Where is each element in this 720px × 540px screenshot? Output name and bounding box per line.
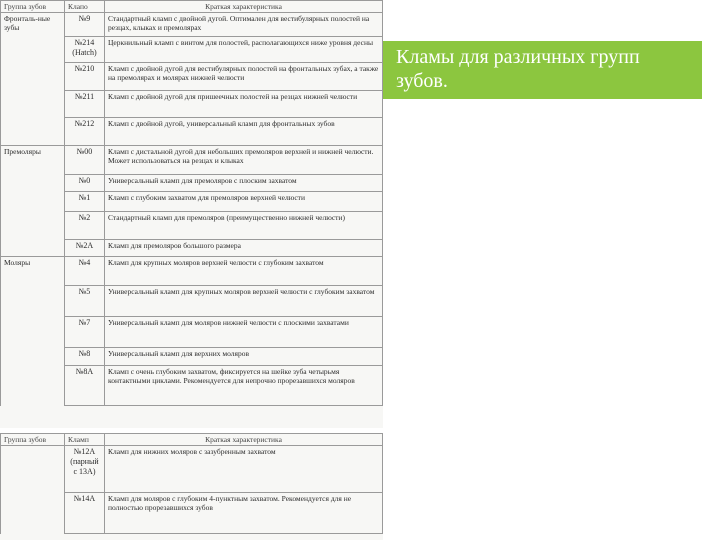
row-group-cell (1, 175, 65, 192)
row-group-cell (1, 348, 65, 366)
slide-title-box (383, 41, 702, 99)
header-group: Группа зубов (1, 434, 65, 446)
row-clamp-number: №8 (65, 348, 105, 366)
table-row (1, 366, 383, 406)
table-row (1, 317, 383, 348)
row-clamp-number: №212 (65, 118, 105, 146)
table-row (1, 212, 383, 240)
table-row (1, 493, 383, 534)
row-clamp-number: №214 (Hatch) (65, 37, 105, 63)
table-row (1, 13, 383, 37)
row-group-cell (1, 118, 65, 146)
header-group: Группа зубов (1, 1, 65, 13)
row-clamp-number: №5 (65, 286, 105, 317)
table-row (1, 146, 383, 175)
row-description: Стандартный кламп для премоляров (преимущественно нижней челюсти) (105, 212, 383, 240)
row-group-cell: Премоляры (1, 146, 65, 175)
row-description: Кламп с двойной дугой, универсальный кламп для фронтальных зубов (105, 118, 383, 146)
row-description: Кламп для крупных моляров верхней челюсти с глубоким захватом (105, 257, 383, 286)
row-clamp-number: №4 (65, 257, 105, 286)
header-clamp: Клапо (65, 1, 105, 13)
row-description: Универсальный кламп для моляров нижней челюсти с плоскими захватами (105, 317, 383, 348)
row-description: Кламп с глубоким захватом для премоляров верхней челюсти (105, 192, 383, 212)
row-group-cell (1, 366, 65, 406)
clamp-table-scan-top (0, 0, 383, 428)
row-clamp-number: №2А (65, 240, 105, 257)
table-row (1, 91, 383, 118)
row-clamp-number: №7 (65, 317, 105, 348)
row-group-cell (1, 212, 65, 240)
table-row (1, 175, 383, 192)
row-group-cell: Моляры (1, 257, 65, 286)
table-header-row (1, 1, 383, 13)
row-group-cell (1, 192, 65, 212)
row-description: Кламп для премоляров большого размера (105, 240, 383, 257)
table-row (1, 118, 383, 146)
table-row (1, 63, 383, 91)
table-header-row (1, 434, 383, 446)
header-description: Краткая характеристика (105, 1, 383, 13)
row-clamp-number: №00 (65, 146, 105, 175)
table-row (1, 348, 383, 366)
row-clamp-number: №9 (65, 13, 105, 37)
table-row (1, 192, 383, 212)
row-group-cell (1, 317, 65, 348)
row-description: Кламп с двойной дугой для пришеечных полостей на резцах нижней челюсти (105, 91, 383, 118)
row-description: Церкнильный кламп с винтом для полостей, располагающихся ниже уровня десны (105, 37, 383, 63)
clamp-table-top-body (1, 13, 383, 406)
table-row (1, 37, 383, 63)
row-description: Кламп для нижних моляров с зазубренным захватом (105, 446, 383, 493)
row-group-cell: Фронталь-ные зубы (1, 13, 65, 37)
table-row (1, 446, 383, 493)
row-clamp-number: №0 (65, 175, 105, 192)
row-description: Кламп с дистальной дугой для небольших премоляров верхней и нижней челюсти. Может использоваться на резцах и клыках (105, 146, 383, 175)
row-clamp-number: №12А (парный с 13А) (65, 446, 105, 493)
row-group-cell (1, 493, 65, 534)
row-clamp-number: №210 (65, 63, 105, 91)
row-group-cell (1, 37, 65, 63)
clamp-table-top (0, 0, 383, 406)
row-description: Стандартный кламп с двойной дугой. Оптимален для вестибулярных полостей на резцах, клыках и премолярах (105, 13, 383, 37)
row-description: Кламп с двойной дугой для вестибулярных полостей на фронтальных зубах, а также на премолярах и молярах нижней челюсти (105, 63, 383, 91)
row-description: Универсальный кламп для крупных моляров верхней челюсти с глубоким захватом (105, 286, 383, 317)
row-group-cell (1, 240, 65, 257)
row-group-cell (1, 91, 65, 118)
table-row (1, 257, 383, 286)
row-clamp-number: №2 (65, 212, 105, 240)
row-description: Универсальный кламп для верхних моляров (105, 348, 383, 366)
table-row (1, 286, 383, 317)
clamp-table-scan-bottom (0, 433, 383, 540)
row-description: Универсальный кламп для премоляров с плоским захватом (105, 175, 383, 192)
row-clamp-number: №14А (65, 493, 105, 534)
table-row (1, 240, 383, 257)
row-clamp-number: №211 (65, 91, 105, 118)
clamp-table-bottom (0, 433, 383, 534)
row-group-cell (1, 446, 65, 493)
slide-title: Кламы для различных групп зубов. (396, 46, 640, 92)
header-clamp: Кламп (65, 434, 105, 446)
row-description: Кламп с очень глубоким захватом, фиксируется на шейке зуба четырьмя контактными циклами. Рекомендуется для непрочно прорезавшихся моляров (105, 366, 383, 406)
row-description: Кламп для моляров с глубоким 4-пунктным захватом. Рекомендуется для не полностью прорезавшихся зубов (105, 493, 383, 534)
clamp-table-bottom-body (1, 446, 383, 534)
row-group-cell (1, 286, 65, 317)
row-clamp-number: №1 (65, 192, 105, 212)
row-group-cell (1, 63, 65, 91)
header-description: Краткая характеристика (105, 434, 383, 446)
row-clamp-number: №8А (65, 366, 105, 406)
